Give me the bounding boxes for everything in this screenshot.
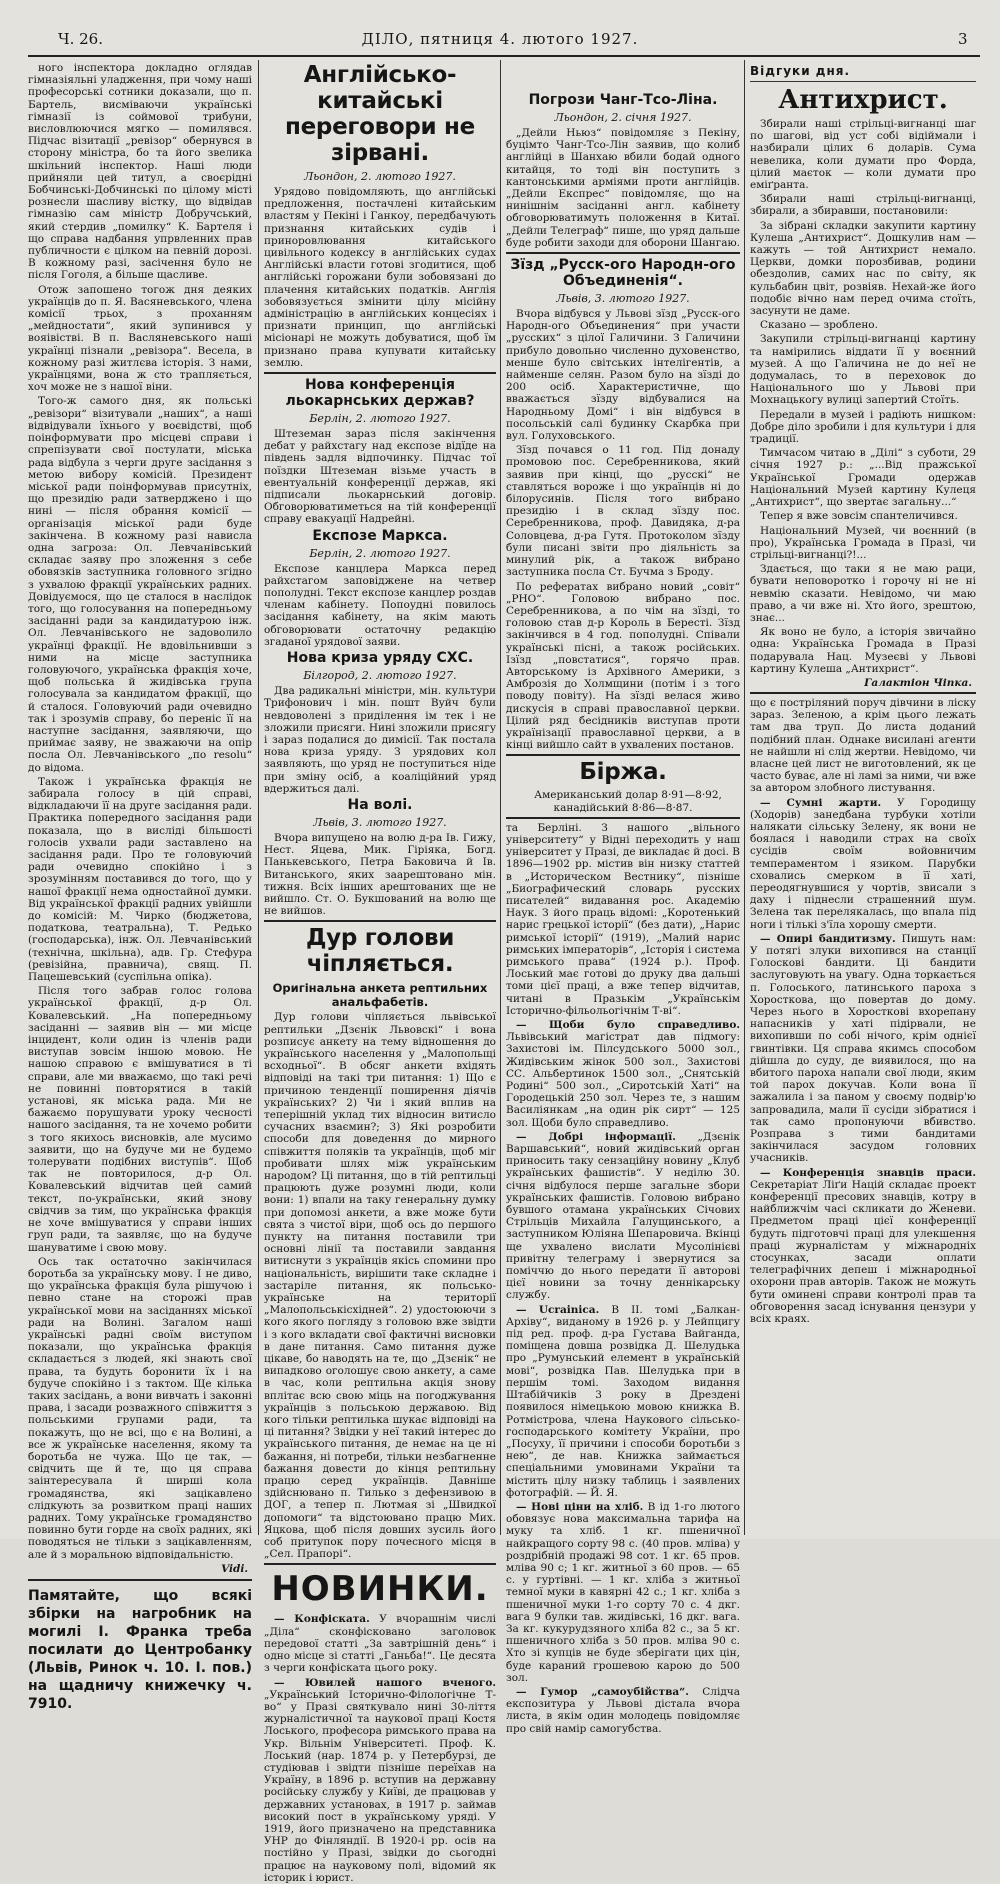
paragraph: Збирали наші стрільці-вигнанці, збирали, а збиравши, постановили: <box>750 193 976 218</box>
page-header <box>0 0 1000 58</box>
paragraph: Тепер я вже зовсім спантеличився. <box>760 510 958 523</box>
paragraph: ного інспектора докладно оглядав гімназіяльні уладження, при чому наші професорські сотники доказали, що п. Бартель, висміваючи українські гімназії із соймової трибуни, висловлюючися мягко — помилявся. Підчас візитації „ревізор“ обернувся в сторону міністра, бо та його звелика шкільний інспектор. Наші люди прийняли цей титул, а своєрідні Бобчинські-Добчинські по цілому місті рознесли шасливу вістку, що відвідав гімназію сам міністр Добручський, який стердив „помилку“ К. Бартеля і що справа надбання упрвленних прав публичности є цілком на певній дорозі. В кожному разі, засічення було не після Гоголя, а більше щасливе. <box>28 62 252 282</box>
news-item-text: В II. томі „Балкан-Архіву“, виданому в 1926 р. у Лейпцигу під ред. проф. д-ра Густава Вайганда, поміщена довша розвідка Д. Шелудька про „Румунський елемент в українській мові“, розвідка Пав. Шелудька при в першім томі. Заходом видання Штабійчиків 3 року в Дрездені появилося німецькою мовою книжка В. Ротмістрова, члена Наукового сільсько-господарського комітету України, про „Посуху, її причини і способи боротьби з нею“, де нав. Книжка займається спеціальними умовинами України та містить цілу низку таблиць і заявлених фотографій. — Й. Я. <box>506 1303 740 1499</box>
news-item <box>506 1304 740 1499</box>
article-text: Дур голови чіпляється львівської рептильки „Дзєнік Львовскі“ і вона розписує анкету на тему відношення до українського населення у „Малопольщі всходньої“. В обсяг анкети вхідять відповіді на такі три питання: 1) Що є причиною тенденції поширення діячів українських? 2) Чи і який вплив на теперішній уклад тих відносин витисло сучасних взаємин?; 3) Які розробити способи для доведення до мирного співжиття поляків та українців, щоб міг пробивати шлях між українським народом? Ці питання, що в тій рептильці працюють дуже розумні люди, коли вони: 1) впали на таку генеральну думку при допомозі анкети, а вже може бути свята з чистої віри, щоб ось до першого пункту на питання поставили три основні лінії та поставили завдання витиснути з українців якісь спомини про національність, вирішити таке складне і застаріле питання, як польсько-українське на території „Малопольськісхідней“. 2) удостоюючи з кого якого погляду з головою вже звідти і з кого вкладати свої фактичні висновки в дане питання. Само питання дуже цікаве, бо наводять на те, що „Дзєнік“ не випадково оголошує свою анкету, а саме в час, коли рептильна акція знову вплітає всю свою міць на погоджування українців з польською державою. Від кого тільки рептилька шукає відповіді на ці питання? Звідки у неї такий інтерес до українського питання, де немає на це ні бажання, ні потреби, тільки незбагненне бажання довести до кінця рептильну працю серед українців. Давніше здійснювано п. Тилько з дефензивою в ДОГ, а тепер п. Лютмая зі „Швидкої допомоги“ та відстоювано працю Мих. Яцкова, щоб після довших зусиль його соб притупок пору почесного місця в „Сел. Прапорі“. <box>264 1011 496 1561</box>
article-rule <box>264 372 496 374</box>
article-text: Два радикальні міністри, мін. культури Трифонович і мін. пошт Вуйч були невдоволені з приділення ім тек і не зложили присяги. Нині зложили присягу і зараз подалися до димісії. Так постала нова криза уряду. З урядових кол заявляють, що уряд не поступиться ніде при зміну осіб, а коаліційний уряд вдержиться далі. <box>264 685 496 795</box>
news-item <box>506 1686 740 1735</box>
paragraph: Отож запошено тогож дня деяких українців до п. Я. Васяневського, члена комісії трьох, з проханням „мейдностати“, який зупинився у вояівістві. В п. Васляневського наші українці пізнали „ревізора“. Весела, в кожному разі житлєва історія. З нами, українцями, вона ж сто трапляється, хоч може не з нашої віни. <box>28 283 252 394</box>
dateline: Берлін, 2. лютого 1927. <box>309 412 451 426</box>
news-item-head: — Нові ціни на хліб. <box>516 1500 644 1513</box>
paragraph: Тимчасом читаю в „Ділі“ з суботи, 29 січня 1927 р.: „...Від пражської Української Громади одержав Національний Музей картину Кулеця „Антихрист“, що звертає загальну...“ <box>750 447 976 509</box>
news-item-text: Слідча експозитура у Львові дістала вчора листа, в якім один молодець повідомляє про свій намір самогубства. <box>506 1685 740 1735</box>
column-rule <box>500 60 501 1535</box>
section-rule <box>264 1563 496 1565</box>
column-3 <box>506 62 740 1735</box>
feuilleton-text <box>750 118 976 675</box>
news-item-head: — Ucrainica. <box>516 1303 600 1316</box>
headline-marx: Експозе Маркса. <box>312 527 448 544</box>
article-continuation <box>28 62 252 1561</box>
article-text: Вчора відбувся у Львові зїзд „Русск-ого Народн-ого Объединения“ при участи „русских“ з цілої Галичини. З Галичини прибуло довольно численно духовенство, менше було світських інтелігентів, а найменше селян. Разом було на зїзді до 200 осіб. Характеристичне, що вважається зїзду відбувалися на Народньому Домі“ і він відбувся в посольській салі будинку Скарбка при вул. Голуховського. <box>506 308 740 443</box>
feuilleton-title: Антихрист. <box>778 85 948 115</box>
news-item-head: — Гумор „самоубійства“. <box>516 1685 689 1698</box>
article-rule <box>264 920 496 922</box>
article-rule <box>506 754 740 756</box>
headline-locarno: Нова конференція льокарнських держав? <box>285 377 475 410</box>
news-item-head: — Конференція знавців праси. <box>760 1166 976 1179</box>
paragraph: Сказано — зроблено. <box>760 319 878 332</box>
news-item-text: „Дзєнік Варшавський“, новий жидівський орган приносить таку сензаційну новину „Клуб українських фашистів“. У неділю 30. січня відбулося перше загальне збори українських фашистів. Головою вибрано бувшого отамана українських Січових Стрільців Михайла Галущинського, а заступником Юліяна Шепаровича. Вкінці ще ухвалено вислати Мусолінієві привітну телеграму і звернутися за поміччю до нього передати її авторові цієї новини за точну деннікарську службу. <box>506 1130 740 1302</box>
feuilleton-signature: Галактіон Чіпка. <box>864 676 972 689</box>
news-section-title: НОВИНКИ. <box>271 1569 489 1610</box>
news-item <box>506 1019 740 1129</box>
column-rule <box>744 60 745 1535</box>
article-text: „Дейли Ньюз“ повідомляє з Пекіну, буцімто Чанг-Тсо-Лін заявив, що колиб англійці в Шанхаю вбили бодай одного китайця, то тоді він поступить з кантонськими арміями проти англійців. „Дейли Експрес“ повідомляє, що на нинішнім засіданні англ. кабінету обговорюватимуть положення в Китаї. „Дейли Телеграф“ пише, що уряд дальше буде робити заходи для оборони Шангаю. <box>506 127 740 249</box>
news-list <box>750 797 976 1326</box>
article-rule <box>750 692 976 694</box>
news-item-head: — Опирі бандитизму. <box>760 932 896 945</box>
franko-notice: Памятайте, що всякі збірки на нагробник на могилі І. Франка треба посилати до Центробанку (Львів, Ринок ч. 10. І. пов.) на щадничу книжечку ч. 7910. <box>28 1587 252 1712</box>
dateline: Білгород, 2. лютого 1927. <box>303 669 457 683</box>
column-2 <box>264 62 496 1884</box>
dateline: Львів, 3. лютого 1927. <box>313 815 447 829</box>
news-item <box>750 797 976 931</box>
headline-freed: На волі. <box>347 796 413 813</box>
headline-exchange: Біржа. <box>579 759 667 786</box>
notice-box <box>28 1579 252 1713</box>
issue-number: Ч. 26. <box>58 30 103 48</box>
news-item-text: Секретаріат Ліґи Націй складає проект конференції пресових знавців, котру в найближчім часі скликати до Женеви. Предметом праці цієї конференції будуть підготовчі праці для улекшення праці журналістам у міжнародніх стосунках, засади оплати телеграфічних депеш і міжнародньої охорони прав авторів. Також не можуть бути оминені справи контролі прав та обговорення засад існування цензури у всіх краях. <box>750 1178 976 1326</box>
paragraph: Ось так остаточно закінчилася боротьба за українську мову. І не диво, що українська фракція була рішучою і певно стане на сторожі прав української мови на засіданнях міської ради на Волині. Загалом наші українські радні своїм виступом показали, що українська фракція складається з людей, які знають свої права, та будуть боронити їх і на будуче спокійно і з тактом. Ще кілька таких засідань, а вони вивчать і законні права, і засади розважного співжиття з польськими групами ради, та покажуть, що не всі, що є на Волині, а все ж українське населення, якому та боротьба не чужа. Що це так, — свідчить ще й те, що ця справа заінтересувала й ширші кола громадянства, які зацікавлено слідкують за розвитком праці наших радних. Тому українське громадянство повинно бути горде на своїх радних, які поводяться не тільки з зацікавленням, але й з моральною відповідальністю. <box>28 1255 252 1561</box>
news-item-text: Львівський магістрат дав підмогу: Захистові ім. Пілсудського 5000 зол., Жидівським жінок 500 зол., Захистові СС. Альбертинок 1500 зол., „Снятській Родині“ 500 зол., „Сиротській Хаті“ на Городецькій 250 зол. Через те, з нашим Василіянкам „на один рік сирт“ — 125 зол. Щоби було справедливо. <box>506 1031 740 1129</box>
paragraph: Закупили стрільці-вигнанці картину та намірились віддати її у воєнний музей. А що Галичина не до неї не додумалась, то в переховок до Національного шо у Львові при Мохнацькогу вулиці запертий Стоїть. <box>750 333 976 407</box>
article-text: Штеземан зараз після закінчення дебат у райхстагу над експозе відїде на південь задля відпочинку. Підчас тої поїздки Штеземан візьме участь в евентуальній конференції держав, які підписали льокарнський договір. Обговорюватиметься на тій конференції справу евакуації Надрейні. <box>264 428 496 526</box>
page-number: 3 <box>958 30 968 48</box>
news-item <box>506 1501 740 1684</box>
news-item-text: Пишуть нам: У потягі злуки вихопився на станції Голоскові бандити. Ці бандити заслуговують на увагу. Одна торкається п. Голоського, латинського пароха з Хоросткова, що повертав до дому. Через нього в Хоросткові вхорепану напасників у хаті підірвали, не вихопивши по собі нічого, крім однієї гвинтівки. Ця справа якимсь способом дійшла до суду, де виявилося, що на вбитого пароха напали свої люди, яким той парох докучав. Коли вона її зажалила і за паном у своєму подвір'ю запровадила, мали її сусіди зібратися і так само пропонуючи вбивство. Розправа з тими бандитами закінчилася засудом головних учасників. <box>750 932 976 1165</box>
news-list <box>506 1019 740 1735</box>
news-item <box>750 1167 976 1326</box>
paragraph: За зібрані складки закупити картину Кулеша „Антихрист“. Дошкулив нам — кажуть — той Антихрист немало. Церкви, домки порозбивав, родини обездолив, самих нас по світу, як кульбабин цвіт, розвіяв. Нехай-же його подобіє вічно нам перед очима стоїть, засунути не даме. <box>750 219 976 318</box>
article-text: Урядово повідомляють, що англійські предложення, постачлені китайським властям у Пекіні і Ганкоу, передбачують признання китайських судів і приноровлювання китайського цивільного кодексу в англійських судах Англійські власти готові згодитися, щоб англійські горожани були зобовязані до плачення китайських податків. Англія зобовязується змінити цілу місійну адміністрацію в англійських концесіях і признати принцип, що англійські місіонарі не можуть добуватися, щоб їм признано права купувати китайську землю. <box>264 186 496 369</box>
headline-congress: Зїзд „Русск-ого Народн-ого Объединенія“. <box>510 257 736 290</box>
column-1 <box>28 62 252 1712</box>
news-item-text: „Український Історично-Філологічне Т-во“ у Празі святкувало нині 30-ліття журналістичної та наукової праці Костя Лоського, професора римського права на Укр. Вільнім Університеті. Проф. К. Лоський (нар. 1874 р. у Петербурзі, де студіював і звідти пізніше переїхав на Україну, в 1896 р. вступив на державну російську службу у Київі, де працював у державних установах, в 1917 р. займав високий пост в українському уряді. У 1919, його призначено на представника УНР до Фінляндії. В 1920-і рр. осів на постійно у Празі, звідки до сьогодні працює на науковому полі, відомий як історик і юрист. <box>264 1688 496 1884</box>
paragraph: Після того забрав голос голова української фракції, д-р Ол. Ковалевський. „На попередньому засіданні — заявив він — ми місце інцидент, коли один із членів ради виступав зовсім іншою мовою. Не нашою справою є вмішуватися в ті справи, але ми вважаємо, що такі речі не повинні повторятися в такій установі, як міська рада. Ми не бажаємо порушувати уроку чесності нашого засідання, та не хочемо робити з того якихось висновків, але мусимо заявити, що на будуче ми не будемо толерувати подібних виступів“. Щоб так не повторилося, д-р Ол. Ковалевський відчитав цей самий текст, по-українськи, який знову свідчив за тим, що українська фракція не хоче вмішуватися у справи інших груп ради, та заявляє, що на будуче шануватиме і свою мову. <box>28 985 252 1254</box>
news-item-head: — Ювилей нашого вченого. <box>274 1676 496 1689</box>
paragraph: Національний Музей, чи воєнний (в про), Українська Громада в Празі, чи стрільці-вигнанці?!... <box>750 524 976 561</box>
article-text: Зїзд почався о 11 год. Під донаду промовою пос. Серебренникова, який заявив при кінці, що „русскі“ не ставляться вороже і що українців ні до білорусинів. Після того вибрано президію і в склад зїзду пос. Серебренникова, проф. Давидяка, д-ра Соловцева, д-ра Гутя. Протоколом зїзду були писані звіти про діяльність за минулий рік, а також вибрано заступника посла Ст. Бучма з Броду. <box>506 444 740 579</box>
headline-chang: Погрози Чанг-Тсо-Ліна. <box>528 92 718 108</box>
news-item-text: У вчорашнім числі „Діла“ сконфісковано заголовок передової статті „За завтрішній день“ і одно місце зі статті „Ганьба!“. Це десята з черги конфіската цього року. <box>264 1613 496 1675</box>
header-rule <box>28 55 980 57</box>
column-rule <box>258 60 259 1535</box>
news-item-text: В ід 1-го лютого обовязує нова максимальна тарифа на муку та хліб. 1 кг. пшеничної найкращого сорту 98 с. (40 пров. мліва) у роздрібній продажі 98 сот. 1 кг. 65 пров. мліва 90 с; 1 кг. житньої з 60 пров. — 65 с. у гуртівні. — 1 кг. хліба з житньої темної муки в кавярні 42 с.; 1 кг. хліба з пшеничної муки 1-го сорту 70 с. 4 дкг. вага 9 булки тав. жидівські, 16 дкг. вага. За кг. кукурудзяного хліба 82 с., за 5 кг. пшеничного хліба з 50 пров. мліва 90 с. Хто зі купців не буде зберігати цих цін, буде караний грошевою карою до 500 зол. <box>506 1500 740 1684</box>
dateline: Льондон, 2. лютого 1927. <box>304 170 456 183</box>
paragraph: Як воно не було, а історія звичайно одна: Українська Громада в Празі подарувала Нац. Музеєві у Львові картину Кулеша „Антихрист“. <box>750 626 976 675</box>
article-text: Вчора випущено на волю д-ра Ів. Гижу, Нест. Яцева, Мик. Гіріяка, Богд. Панькевського, Петра Баковича й Ів. Витанського, яких заарештовано мін. тижня. Всіх інших арештованих ще не вийшло. Ст. О. Букшований на волю ще не вийшов. <box>264 831 496 918</box>
dateline: Льондон, 2. січня 1927. <box>554 111 692 124</box>
news-item-head: — Конфіската. <box>274 1613 370 1626</box>
headline-shs-crisis: Нова криза уряду СХС. <box>286 650 474 667</box>
news-item <box>750 933 976 1165</box>
paragraph: Передали в музей і радіють нишком: Добре діло зробили і для культури і для традиції. <box>750 408 976 446</box>
subheadline: Оригінальна анкета рептильних анальфабетів. <box>272 981 488 1010</box>
dateline: Берлін, 2. лютого 1927. <box>309 546 451 560</box>
paragraph: Здається, що таки я не маю раци, бувати неповоротко і горочу ні не ні невмію сказати. Невідомо, чи маю право, а чи вже ні. Хто його, зрештою, знає... <box>750 563 976 624</box>
news-item-text: У Городищу (Ходорів) занедбана турбуки хотіли налякати сільську Зелену, як вони не боялася і наводили страх на своїх сусідів своїм войовничим темпераментом і язиком. Парубки сховались смерком в її хаті, переодягнувшися у чортів, звисали з даху і піднесли страшенний шум. Зелена так перелякалась, що впала під ноги і тількі з'їла хорошу смерти. <box>750 796 976 931</box>
paragraph: Також і українська фракція не забирала голосу в цій справі, відкладаючи її на друге засідання ради. Практика попередного засідання ради показала, що в висліді більшості голосів ухвали ради заставлено на засідання ради. Про те головуючий ради очевидно спокійно і з зрозумінням поставився до того, що у нашої фракції нема одностайної думки. Від української фракції радних увійшли до комісій: М. Чирко (бюджетова, податкова, театральна), Т. Редько (господарська), інж. Ол. Левчанівський (технічна, шкільна), адв. Гр. Стефура (ревізійна, правнича), свящ. П. Пацешевський (суспільна опіка). <box>28 775 252 984</box>
headline-dur: Дур голови чіпляється. <box>305 925 455 978</box>
dateline: Львів, 3. лютого 1927. <box>556 292 690 306</box>
news-item-head: — Сумні жарти. <box>760 796 882 809</box>
column-4 <box>750 62 976 1532</box>
article-text: По рефератах вибрано новий „совіт“ „РНО“. Головою вибрано пос. Серебренникова, а по чім на зїзді, то головою став д-р Король в Бересті. Зїзд закінчився в 4 год. пополудні. Співали українські пісні, а також російських. Ізїзд „повстатися“, горячо прав. Авторському із Архівного Америки, з Амброзія до Холмщини (потім і з того поводу повіту). На зїзді велася живо дискусія в справі православної церкви. Цілий ряд бесідників виступав проти українізації православної церкви, а в кінці вийшло сайт в ухвалених постанов. <box>506 580 740 752</box>
article-rule <box>506 252 740 254</box>
column-rule-top <box>750 81 976 82</box>
news-item-head: — Щоби було справедливо. <box>516 1019 740 1031</box>
article-continuation: що є постріляний поруч дівчини в ліску зараз. Зеленою, а крім цього лежать там два труп. До листа доданий подібний план. Однаке висилані агенти не найшли ні слід жертви. Невідомо, чи власне цей лист не виготовлений, як це часто буває, але ні ламі за ними, чи вже за автором злобного листування. <box>750 696 976 795</box>
news-list <box>264 1613 496 1883</box>
article-signature: Vidi. <box>221 1562 248 1575</box>
paragraph: Збирали наші стрільці-вигнанці шаг по шагові, від уст собі відіймали і назбирали цілих 6 доларів. Сума невелика, коли думати про Форда, цілий маєток — коли думати про еміґранта. <box>750 118 976 192</box>
article-rule <box>506 817 740 819</box>
news-item <box>506 1131 740 1302</box>
masthead: ДІЛО, пятниця 4. лютого 1927. <box>361 30 639 48</box>
article-continuation: та Берліні. З нашого „вільного університету“ у Відні переходить у наш університет у Празі, де викладає й досі. В 1896—1902 рр. містив він низку статтей в „Историческом Вестнику“, пізніше „Биографический словарь русских писателей“ видавання рос. Академію Наук. З його праць відомі: „Коротенький нарис грецької історії“ (без дати), „Нарис римської історії“ (1919), „Малий нарис римських імператорів“, „Історія і система римського права“ (1924 р.). Проф. Лоський має готові до друку два дальші томи цієї праці, а вже тепер відчитав, читані в Празькім „Українськім Історично-фільольогічнім Т-ві“. <box>506 821 740 1017</box>
column-header: Відгуки дня. <box>750 64 851 78</box>
news-item-head: — Добрі інформації. <box>516 1130 676 1143</box>
article-text: Експозе канцлера Маркса перед райхстагом заповіджене на четвер пополудні. Текст експозе канцлер роздав членам кабінету. Попоудні повилось засідання кабінету, на якім мають обговорювати остаточну редакцію згаданої урядової заяви. <box>264 562 496 648</box>
news-item <box>264 1677 496 1884</box>
headline-anglo-chinese: Англійсько-китайські переговори не зірвані. <box>285 62 475 166</box>
news-item <box>264 1613 496 1674</box>
exchange-rates: Американський долар 8·91—8·92, канадійський 8·86—8·87. <box>534 789 722 814</box>
paragraph: Того-ж самого дня, як польські „ревізори“ візитували „наших“, а наші відвідували їхнього у воєвідстві, щоб поінформувати про місцеві справи і спрепізувати свої постулати, міська рада відбула з черги друге засідання з метою вибору комісій. Президент міської ради поінформував присутніх, що президію ради затверджено і що нині — після обрання комісії — організація міської ради буде закінчена. В кожному разі нависла одна загроза: Ол. Левчанівський складає заяву про зложення з себе обовязків заступника головного згідно з ухвалою фракції українських радних. Довідуємося, що це сталося в наслідок того, що голосування на попередньому засіданні ради за кандидатурою інж. Ол. Левчанівського не задоволило українці фракції. Не вдовільнивши з ними на місце заступника головуючого, українська фракція хоче, щоб польська й жидівська група голосувала за кандидатом фракції, що й сталося. Головуючий ради очевидно так і зрозумів справу, бо переніс її на наступне засідання, заявляючи, що приймає заяву, не зважаючи на опір посла Ол. Левчанівського „по resolu“ до відома. <box>28 395 252 774</box>
